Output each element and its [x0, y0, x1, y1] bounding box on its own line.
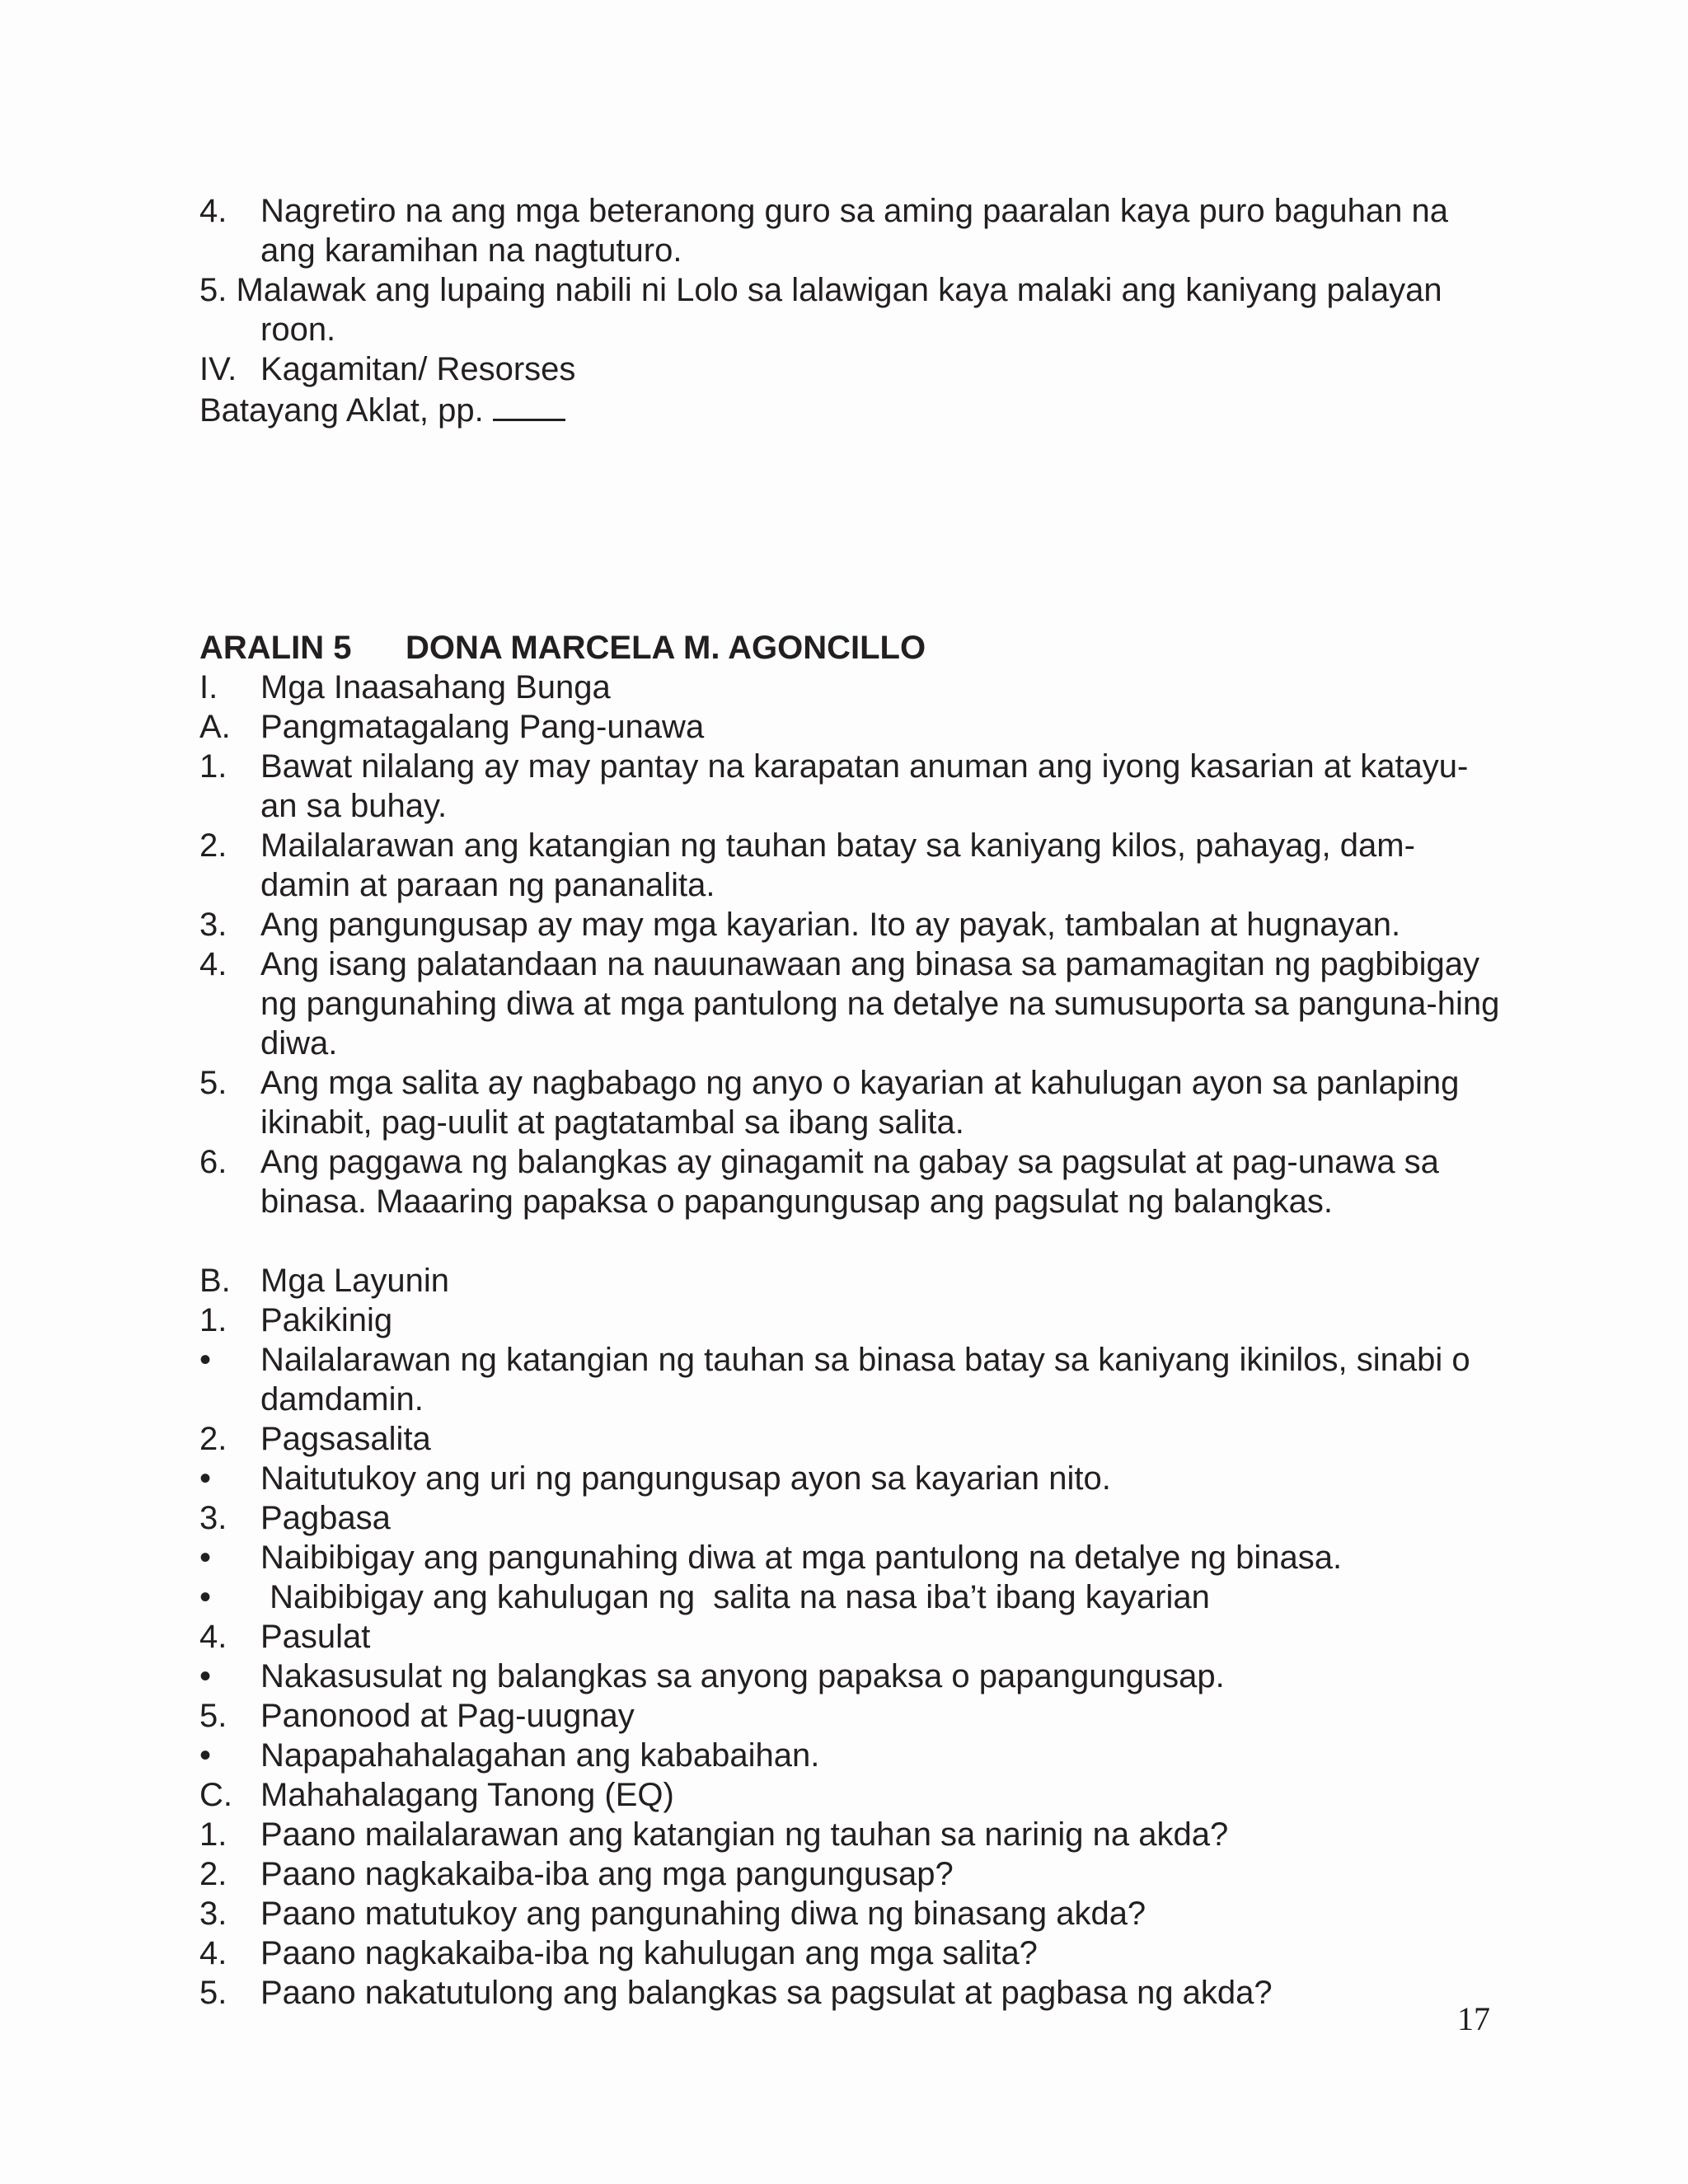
- section-text: Mahahalagang Tanong (EQ): [260, 1777, 674, 1813]
- top-list-item-4: [199, 191, 1502, 270]
- list-text: Ang paggawa ng balangkas ay ginagamit na gabay sa pagsulat at pag-unawa sa binasa. Maaaring papaksa o papangungusap ang pagsulat ng balangkas.: [260, 1144, 1439, 1220]
- bullet: •: [199, 1540, 212, 1576]
- section-text: Kagamitan/ Resorses: [260, 351, 576, 387]
- list-text: Naibibigay ang kahulugan ng salita na nasa iba’t ibang kayarian: [260, 1579, 1210, 1615]
- list-text: Ang isang palatandaan na nauunawaan ang binasa sa pamamagitan ng pagbibigay ng pangunahing diwa at mga pantulong na detalye na sumusuporta sa panguna-hing diwa.: [260, 946, 1500, 1062]
- list-text: Paano nagkakaiba-iba ng kahulugan ang mga salita?: [260, 1935, 1038, 1971]
- objective-item: [199, 1736, 1502, 1775]
- list-label: 6.: [199, 1144, 227, 1180]
- lesson-number: ARALIN 5: [199, 630, 352, 666]
- section-label: B.: [199, 1263, 231, 1299]
- list-label: 1.: [199, 748, 227, 785]
- page-number: 17: [1457, 2000, 1490, 2037]
- bullet: •: [199, 1737, 212, 1774]
- list-label: 5.: [199, 1065, 227, 1101]
- list-label: 1.: [199, 1816, 227, 1853]
- section-text: Mga Layunin: [260, 1263, 450, 1299]
- list-text: Nakasusulat ng balangkas sa anyong papaksa o papangungusap.: [260, 1658, 1225, 1694]
- lesson-title: DONA MARCELA M. AGONCILLO: [406, 630, 926, 666]
- bullet: •: [199, 1658, 212, 1694]
- list-label: 3.: [199, 1500, 227, 1536]
- bullet: •: [199, 1579, 212, 1615]
- list-text: Pasulat: [260, 1619, 371, 1655]
- objective-item: [199, 1459, 1502, 1498]
- list-text: Ang mga salita ay nagbabago ng anyo o kayarian at kahulugan ayon sa panlaping ikinabit, pag-uulit at pagtatambal sa ibang salita.: [260, 1065, 1460, 1141]
- objective-item: [199, 1696, 1502, 1736]
- list-text: Ang pangungusap ay may mga kayarian. Ito ay payak, tambalan at hugnayan.: [260, 907, 1401, 943]
- section-i-heading: [199, 668, 1502, 707]
- objective-item: [199, 1301, 1502, 1340]
- section-c-heading: [199, 1775, 1502, 1815]
- understanding-item: [199, 826, 1502, 905]
- section-text: Mga Inaasahang Bunga: [260, 669, 611, 705]
- list-label: 4.: [199, 1619, 227, 1655]
- section-label: I.: [199, 669, 218, 705]
- list-text: Paano nakatutulong ang balangkas sa pagsulat at pagbasa ng akda?: [260, 1975, 1273, 2011]
- section-label: IV.: [199, 351, 237, 387]
- list-label: 2.: [199, 1856, 227, 1892]
- list-text: Naibibigay ang pangunahing diwa at mga pantulong na detalye ng binasa.: [260, 1540, 1343, 1576]
- list-text: Bawat nilalang ay may pantay na karapatan anuman ang iyong kasarian at katayu-an sa buhay.: [260, 748, 1469, 824]
- list-label: 5.: [199, 1698, 227, 1734]
- objective-item: [199, 1577, 1502, 1617]
- understanding-item: [199, 905, 1502, 944]
- objective-item: [199, 1340, 1502, 1419]
- list-label: 2.: [199, 827, 227, 864]
- question-item: [199, 1894, 1502, 1933]
- objective-item: [199, 1657, 1502, 1696]
- page-content: [199, 191, 1502, 2013]
- list-text: Napapahahalagahan ang kababaihan.: [260, 1737, 820, 1774]
- list-text: Pagsasalita: [260, 1421, 431, 1457]
- list-text: Nailalarawan ng katangian ng tauhan sa binasa batay sa kaniyang ikinilos, sinabi o damdamin.: [260, 1342, 1470, 1418]
- objective-item: [199, 1419, 1502, 1459]
- bullet: •: [199, 1342, 212, 1378]
- question-item: [199, 1815, 1502, 1854]
- list-label: 1.: [199, 1302, 227, 1338]
- list-text: Paano mailalarawan ang katangian ng tauhan sa narinig na akda?: [260, 1816, 1229, 1853]
- page-blank-line: [493, 389, 565, 421]
- top-list-item-5-continuation: roon.: [260, 312, 336, 348]
- list-text: Nagretiro na ang mga beteranong guro sa aming paaralan kaya puro baguhan na ang karamihan na nagtuturo.: [260, 193, 1449, 269]
- list-label: 2.: [199, 1421, 227, 1457]
- question-item: [199, 1973, 1502, 2013]
- reference-line: [199, 389, 1502, 430]
- question-item: [199, 1854, 1502, 1894]
- section-label: A.: [199, 709, 231, 745]
- list-text: Naitutukoy ang uri ng pangungusap ayon sa kayarian nito.: [260, 1460, 1111, 1497]
- bullet: •: [199, 1460, 212, 1497]
- list-label: 3.: [199, 907, 227, 943]
- objective-item: [199, 1538, 1502, 1577]
- reference-text: Batayang Aklat, pp.: [199, 392, 484, 429]
- section-label: C.: [199, 1777, 232, 1813]
- list-label: 3.: [199, 1896, 227, 1932]
- list-text: Pagbasa: [260, 1500, 391, 1536]
- question-item: [199, 1933, 1502, 1973]
- objective-item: [199, 1498, 1502, 1538]
- section-iv-heading: [199, 349, 1502, 389]
- list-text: Paano matutukoy ang pangunahing diwa ng binasang akda?: [260, 1896, 1146, 1932]
- understanding-item: [199, 1063, 1502, 1142]
- section-b-heading: [199, 1261, 1502, 1301]
- list-label: 4.: [199, 946, 227, 982]
- section-a-heading: [199, 707, 1502, 747]
- list-text: Mailalarawan ang katangian ng tauhan batay sa kaniyang kilos, pahayag, dam-damin at paraan ng pananalita.: [260, 827, 1415, 903]
- list-text: Pakikinig: [260, 1302, 393, 1338]
- objective-item: [199, 1617, 1502, 1657]
- list-label: 4.: [199, 1935, 227, 1971]
- understanding-item: [199, 1142, 1502, 1221]
- understanding-item: [199, 747, 1502, 826]
- lesson-heading: [199, 628, 1502, 668]
- list-text: Panonood at Pag-uugnay: [260, 1698, 635, 1734]
- list-label: 4.: [199, 193, 227, 229]
- top-list-item-5: 5. Malawak ang lupaing nabili ni Lolo sa lalawigan kaya malaki ang kaniyang palayan: [199, 272, 1442, 308]
- list-text: Paano nagkakaiba-iba ang mga pangungusap?: [260, 1856, 954, 1892]
- list-label: 5.: [199, 1975, 227, 2011]
- section-text: Pangmatagalang Pang-unawa: [260, 709, 705, 745]
- understanding-item: [199, 944, 1502, 1063]
